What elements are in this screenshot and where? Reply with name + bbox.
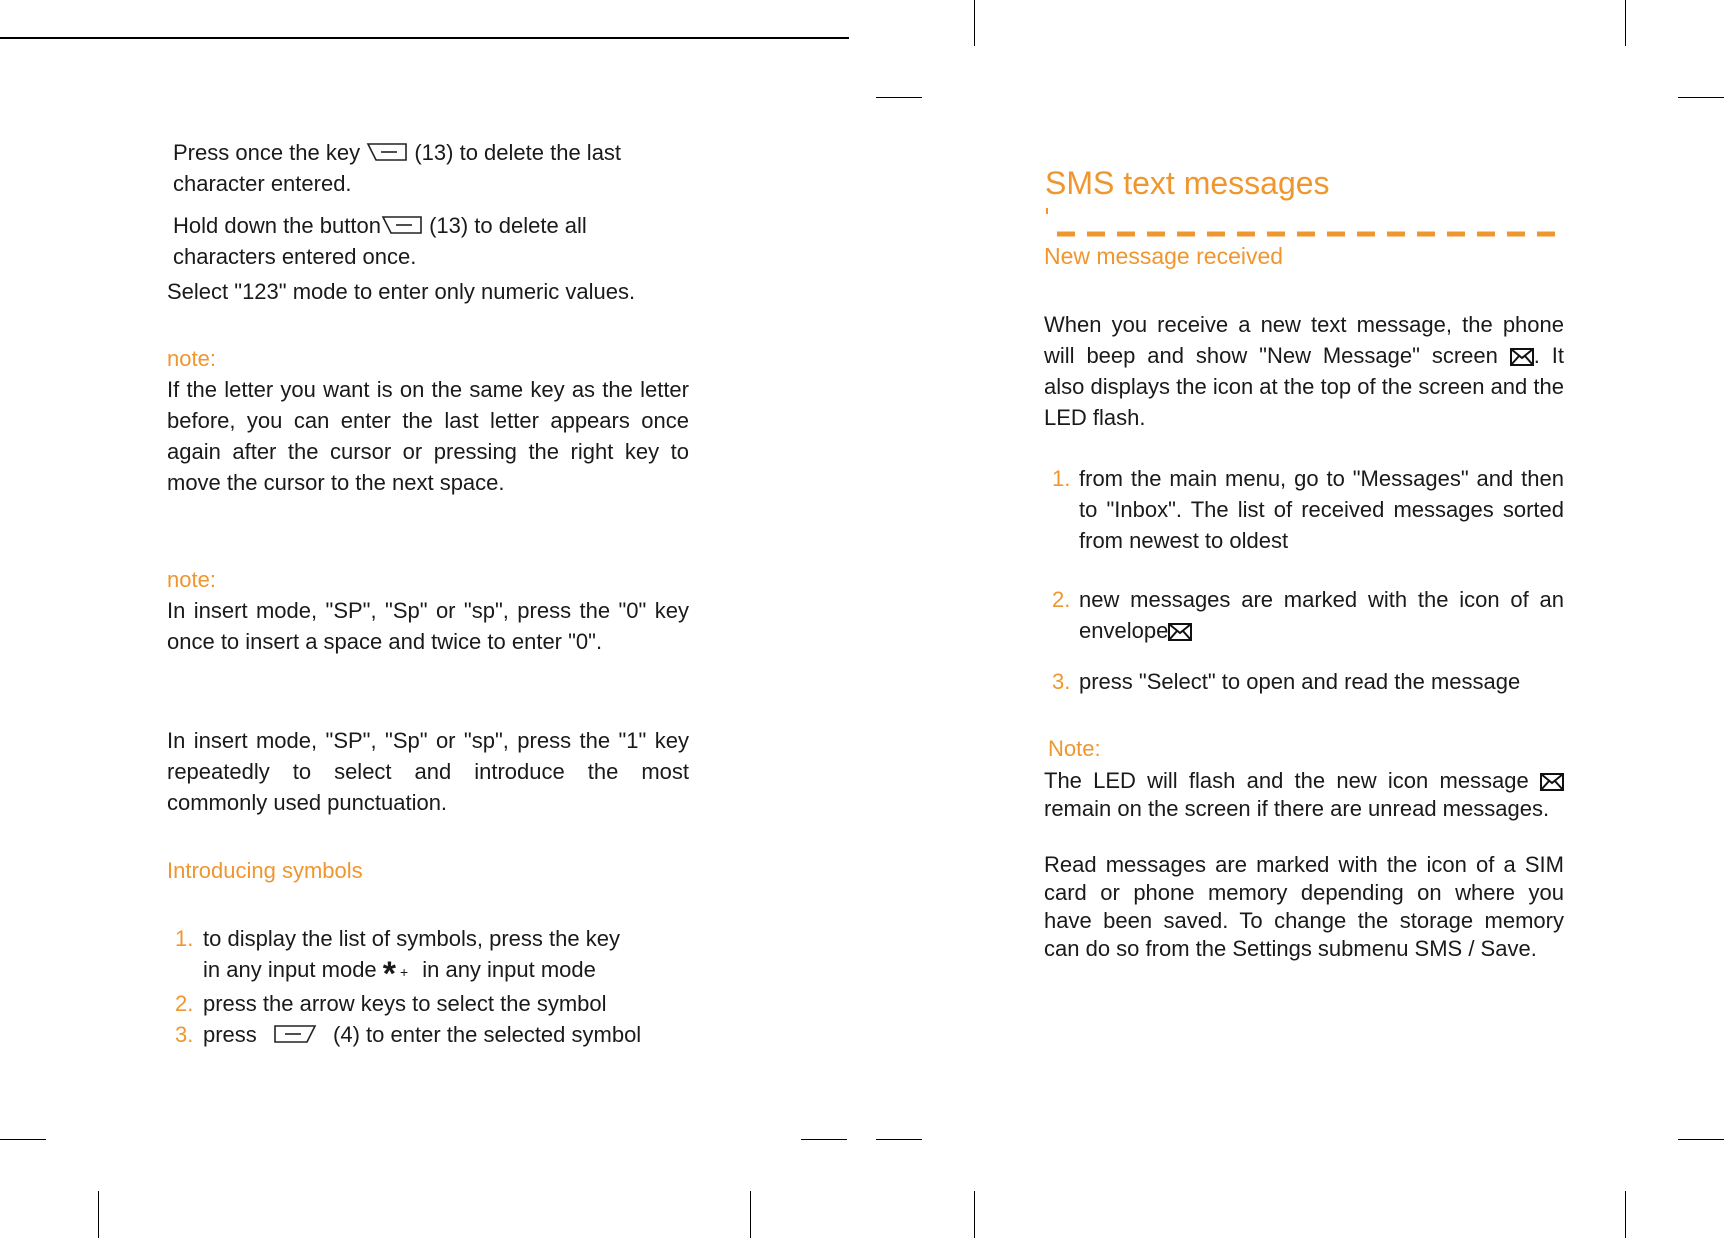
note-label: Note: (1048, 736, 1101, 761)
list-item (1052, 463, 1564, 556)
list-item (175, 923, 695, 993)
step-number: 1. (1052, 466, 1071, 491)
crop-mark (1625, 0, 1626, 46)
plus-glyph: + (400, 964, 409, 980)
step-number: 2. (175, 991, 194, 1016)
crop-mark (801, 1139, 847, 1140)
step-text: new messages are marked with the icon of an envelope (1079, 587, 1564, 643)
select-key-icon (273, 1024, 317, 1044)
crop-mark (98, 1191, 99, 1238)
envelope-icon (1510, 348, 1534, 366)
subheading: New message received (1044, 243, 1284, 269)
step-text: in any input mode (422, 957, 596, 982)
step-text: to display the list of symbols, press the key (203, 926, 620, 951)
star-key-icon: * (382, 955, 397, 993)
note-pre: The LED will flash and the new icon message (1044, 768, 1529, 793)
dashed-divider (1045, 230, 1557, 238)
top-rule-left (0, 37, 849, 39)
list-item (175, 988, 695, 1019)
page-title: SMS text messages (1045, 165, 1330, 201)
note-post: remain on the screen if there are unread messages. (1044, 796, 1550, 821)
step-number: 1. (175, 926, 194, 951)
note-label: note: (167, 567, 216, 592)
clear-key-icon (366, 142, 408, 162)
crop-mark (1625, 1191, 1626, 1238)
step-text: from the main menu, go to "Messages" and then to "Inbox". The list of received messages sorted from newest to oldest (1079, 466, 1564, 553)
clear-key-icon (381, 215, 423, 235)
delete-all-post: (13) to delete all (429, 213, 587, 238)
symbol-steps-list (175, 923, 695, 1050)
delete-all-instruction (173, 210, 693, 272)
delete-last-pre: Press once the key (173, 140, 361, 165)
storage-note: Read messages are marked with the icon of a SIM card or phone memory depending on where you have been saved. To change the storage memory can do so from the Settings submenu SMS / Save. (1044, 852, 1564, 961)
intro-text (1044, 309, 1564, 433)
envelope-icon (1540, 773, 1564, 791)
crop-mark (974, 1191, 975, 1238)
note-text (1044, 767, 1564, 823)
step-text: press the arrow keys to select the symbol (203, 991, 607, 1016)
punctuation-text: In insert mode, "SP", "Sp" or "sp", press the "1" key repeatedly to select and introduce the most commonly used punctuation. (167, 728, 689, 815)
step-number: 3. (175, 1022, 194, 1047)
intro-post: . It also displays the icon at the top of the screen and the LED flash. (1044, 343, 1564, 430)
step-text: press (203, 1022, 257, 1047)
crop-mark (876, 1139, 922, 1140)
note-label: note: (167, 346, 216, 371)
list-item (175, 1019, 695, 1050)
message-steps-list (1052, 463, 1564, 697)
crop-mark (750, 1191, 751, 1238)
step-number: 2. (1052, 587, 1071, 612)
step-text: (4) to enter the selected symbol (333, 1022, 642, 1047)
delete-all-cont: characters entered once. (173, 244, 417, 269)
note-text: In insert mode, "SP", "Sp" or "sp", press the "0" key once to insert a space and twice to enter "0". (167, 598, 689, 654)
delete-all-pre: Hold down the button (173, 213, 381, 238)
step-text: press "Select" to open and read the message (1079, 669, 1521, 694)
symbols-heading: Introducing symbols (167, 858, 363, 883)
list-item (1052, 666, 1564, 697)
crop-mark (876, 97, 922, 98)
note-text: If the letter you want is on the same key as the letter before, you can enter the last letter appears once again after the cursor or pressing the right key to move the cursor to the next space. (167, 377, 689, 495)
title-underline (1046, 208, 1048, 214)
envelope-icon (1168, 623, 1192, 641)
step-number: 3. (1052, 669, 1071, 694)
delete-last-cont: character entered. (173, 171, 352, 196)
numeric-mode-text: Select "123" mode to enter only numeric values. (167, 279, 636, 304)
step-text: in any input mode (203, 957, 377, 982)
crop-mark (1678, 97, 1724, 98)
delete-last-instruction (173, 137, 693, 199)
crop-mark (1678, 1139, 1724, 1140)
crop-mark (974, 0, 975, 46)
delete-last-post: (13) to delete the last (414, 140, 622, 165)
crop-mark (0, 1139, 46, 1140)
list-item (1052, 584, 1564, 646)
intro-pre: When you receive a new text message, the phone will beep and show "New Message" screen (1044, 312, 1564, 368)
